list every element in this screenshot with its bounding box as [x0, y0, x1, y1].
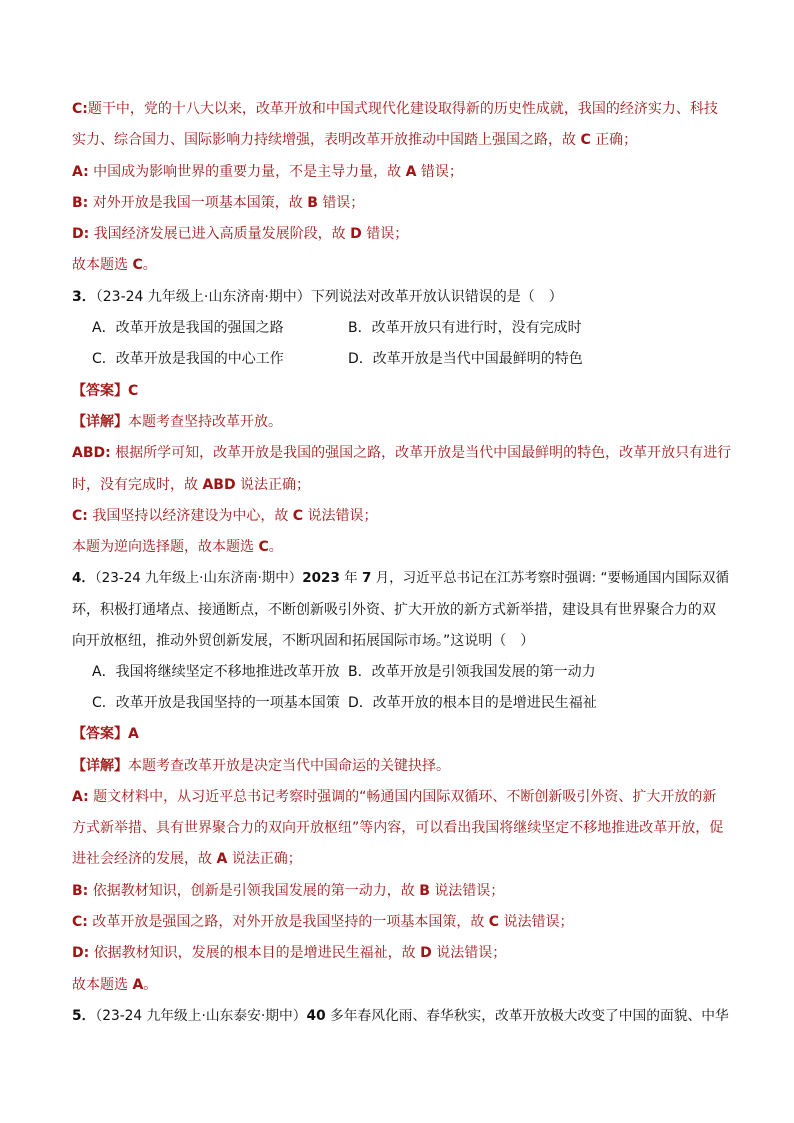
q3-option-b: B．改革开放只有进行时，没有完成时 [348, 320, 582, 336]
q4-option-b: B．改革开放是引领我国发展的第一动力 [348, 664, 596, 680]
q3-analysis-c-line: C: 我国坚持以经济建设为中心，故 C 说法错误； [72, 508, 378, 524]
q4-analysis-b-line: B: 依据教材知识，创新是引领我国发展的第一动力，故 B 说法错误； [72, 883, 505, 899]
q2-analysis-d-line: D: 我国经济发展已进入高质量发展阶段，故 D 错误； [72, 226, 409, 242]
q2-analysis-c-line-1: C:题干中，党的十八大以来，改革开放和中国式现代化建设取得新的历史性成就，我国的经济实力、科技 [72, 101, 718, 117]
q4-analysis-c-line: C: 改革开放是强国之路，对外开放是我国坚持的一项基本国策，故 C 说法错误； [72, 914, 574, 930]
q4-analysis-d-line: D: 依据教材知识，发展的根本目的是增进民生福祉，故 D 说法错误； [72, 945, 507, 961]
q4-conclusion: 故本题选 A。 [72, 977, 158, 993]
q3-analysis-abd-line-2: 时，没有完成时，故 ABD 说法正确； [72, 477, 311, 493]
q4-option-d: D．改革开放的根本目的是增进民生福祉 [348, 695, 597, 711]
q4-option-a: A．我国将继续坚定不移地推进改革开放 [92, 664, 340, 680]
q2-conclusion: 故本题选 C。 [72, 257, 157, 273]
q3-detail: 【详解】本题考查坚持改革开放。 [72, 414, 282, 430]
question-4-stem-line-2: 环，积极打通堵点、接通断点，不断创新吸引外资、扩大开放的新方式新举措，建设具有世界聚合力的双 [72, 602, 716, 618]
q4-analysis-a-line-3: 进社会经济的发展，故 A 说法正确； [72, 851, 302, 867]
q3-analysis-abd-line-1: ABD: 根据所学可知，改革开放是我国的强国之路，改革开放是当代中国最鲜明的特色，改革开放只有进行 [72, 445, 732, 461]
q4-option-c: C．改革开放是我国坚持的一项基本国策 [92, 695, 340, 711]
q4-detail: 【详解】本题考查改革开放是决定当代中国命运的关键抉择。 [72, 758, 450, 774]
q2-analysis-c-line-2: 实力、综合国力、国际影响力持续增强，表明改革开放推动中国踏上强国之路，故 C 正确； [72, 132, 638, 148]
q4-analysis-a-line-1: A: 题文材料中，从习近平总书记考察时强调的“畅通国内国际双循环、不断创新吸引外资、扩大开放的新 [72, 789, 717, 805]
q3-answer: 【答案】C [72, 383, 139, 399]
q3-option-d: D．改革开放是当代中国最鲜明的特色 [348, 351, 583, 367]
q4-analysis-a-line-2: 方式新举措、具有世界聚合力的双向开放枢纽”等内容，可以看出我国将继续坚定不移地推进改革开放，促 [72, 820, 724, 836]
q3-conclusion: 本题为逆向选择题，故本题选 C。 [72, 539, 283, 555]
q2-analysis-b-line: B: 对外开放是我国一项基本国策，故 B 错误； [72, 195, 365, 211]
question-3-stem: 3．（23-24 九年级上·山东济南·期中）下列说法对改革开放认识错误的是（ ） [72, 289, 563, 305]
q3-option-c: C．改革开放是我国的中心工作 [92, 351, 284, 367]
question-5-stem-line-1: 5．（23-24 九年级上·山东泰安·期中）40 多年春风化雨、春华秋实，改革开放极大改变了中国的面貌、中华 [72, 1008, 729, 1024]
question-4-stem-line-3: 向开放枢纽，推动外贸创新发展，不断巩固和拓展国际市场。”这说明（ ） [72, 633, 535, 649]
q2-analysis-a-line: A: 中国成为影响世界的重要力量，不是主导力量，故 A 错误； [72, 164, 463, 180]
q4-answer: 【答案】A [72, 726, 139, 742]
q3-option-a: A．改革开放是我国的强国之路 [92, 320, 284, 336]
question-4-stem-line-1: 4．（23-24 九年级上·山东济南·期中）2023 年 7 月，习近平总书记在江苏考察时强调: “要畅通国内国际双循 [72, 570, 729, 586]
